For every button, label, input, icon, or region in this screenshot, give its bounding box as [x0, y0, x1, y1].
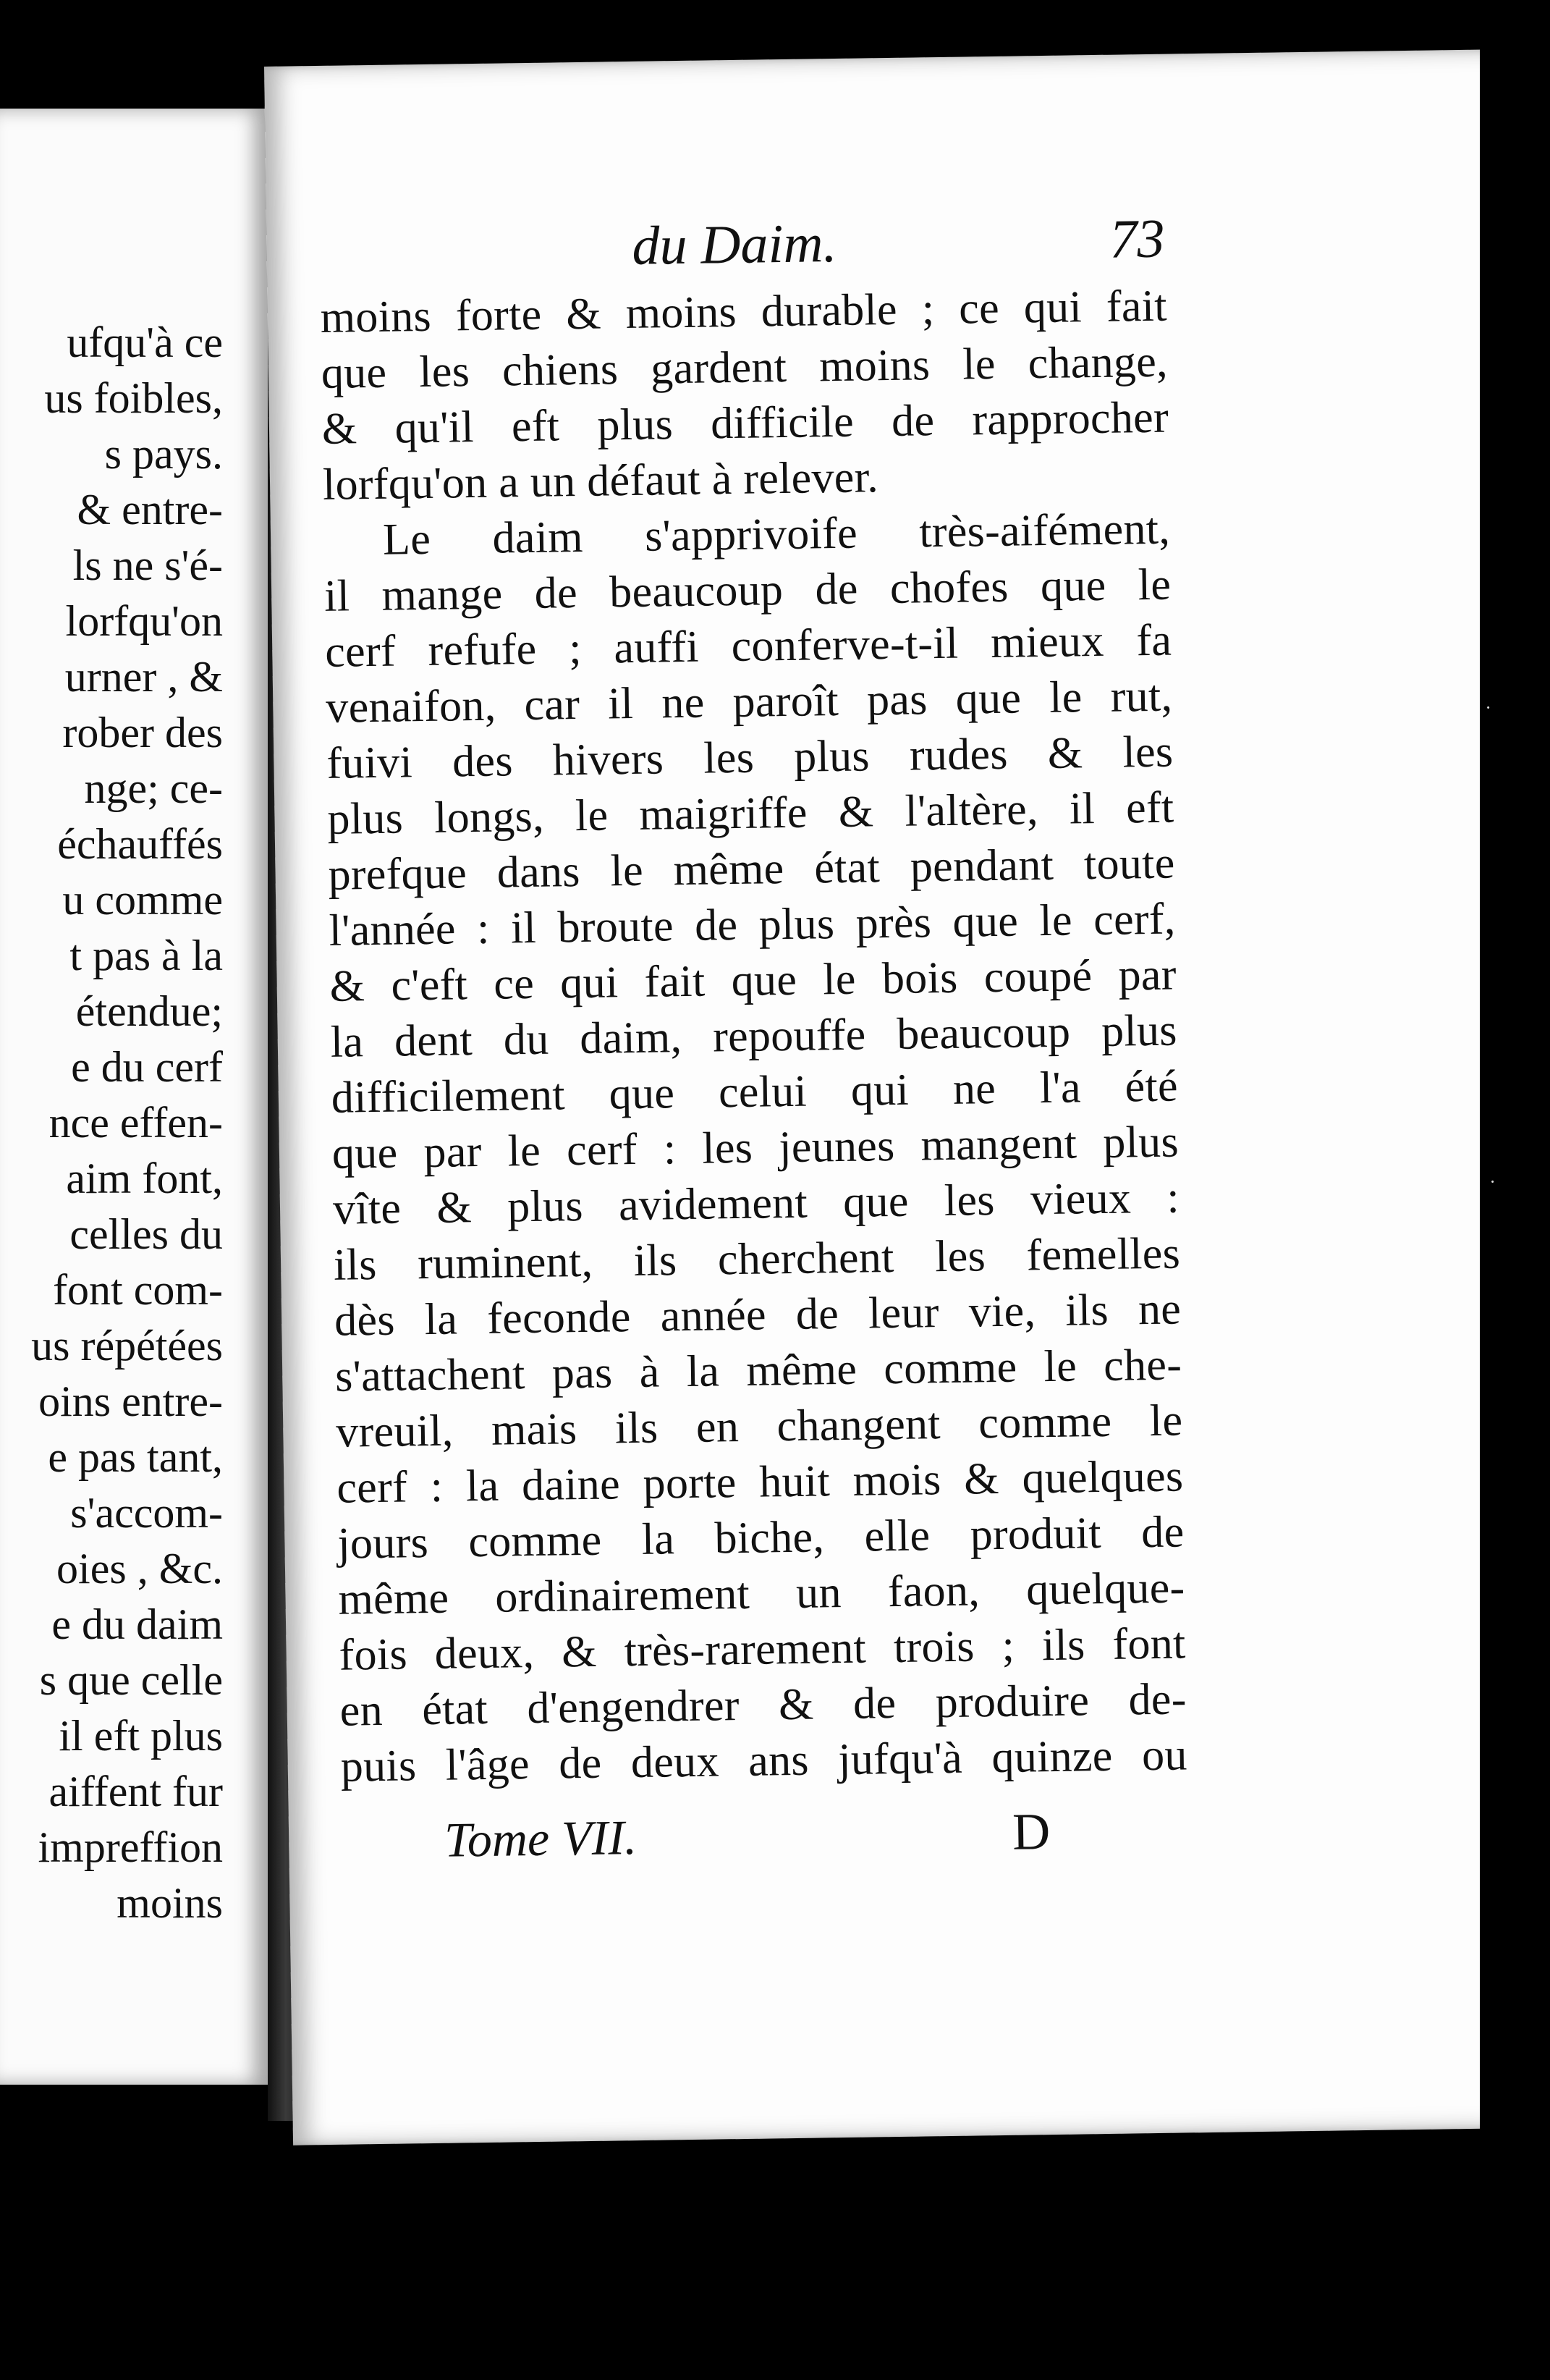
text-line: aim font, — [66, 1155, 223, 1202]
text-line: difficilement que celui qui ne l'a été — [331, 1061, 1179, 1123]
text-line: & c'eft ce qui fait que le bois coupé par — [329, 950, 1177, 1011]
text-line: cerf : la daine porte huit mois & quelques — [336, 1451, 1184, 1513]
text-line: ils ruminent, ils cherchent les femelles — [333, 1228, 1181, 1290]
scan-speck: · — [1486, 697, 1491, 718]
text-line: plus longs, le maigriffe & l'altère, il eft — [327, 782, 1174, 844]
catchword: moins — [117, 1879, 223, 1927]
text-line: u comme — [62, 876, 223, 924]
text-line: vreuil, mais ils en changent comme le — [335, 1396, 1183, 1457]
text-line: en état d'engendrer & de produire de- — [339, 1674, 1187, 1736]
page-footer — [289, 1789, 1527, 1878]
text-line: oins entre- — [38, 1377, 223, 1425]
left-page-text — [31, 315, 223, 1931]
text-line: que les chiens gardent moins le change, — [321, 337, 1169, 398]
text-line: lorfqu'on — [65, 597, 223, 645]
text-line: puis l'âge de deux ans jufqu'à quinze ou — [340, 1730, 1188, 1792]
text-line: l'année : il broute de plus près que le cerf, — [329, 894, 1177, 955]
text-line: fuivi des hivers les plus rudes & les — [326, 727, 1174, 788]
text-line: e pas tant, — [48, 1433, 223, 1481]
text-line: s que celle — [39, 1656, 223, 1704]
text-line: il mange de beaucoup de chofes que le — [323, 560, 1172, 621]
text-line: moins forte & moins durable ; ce qui fait — [320, 281, 1168, 342]
text-line: lorfqu'on a un défaut à relever. — [322, 452, 879, 510]
text-line: & entre- — [77, 486, 223, 533]
text-line: il eft plus — [59, 1712, 223, 1760]
text-line: font com- — [53, 1266, 223, 1314]
text-line: us répétées — [31, 1322, 223, 1370]
right-page — [264, 49, 1538, 2145]
paragraph-start-line: Le daim s'apprivoife très-aifément, — [382, 504, 1171, 565]
text-line: celles du — [69, 1210, 223, 1258]
running-title: du Daim. — [631, 212, 837, 277]
volume-label: Tome VII. — [444, 1810, 638, 1868]
text-line: venaifon, car il ne paroît pas que le rut, — [325, 671, 1173, 733]
text-line: urner , & — [64, 653, 223, 701]
text-line: aiffent fur — [48, 1768, 223, 1815]
text-line: t pas à la — [69, 932, 223, 979]
text-line: e du cerf — [71, 1043, 223, 1091]
text-line: vîte & plus avidement que les vieux : — [332, 1173, 1180, 1234]
running-head — [266, 198, 1504, 287]
left-page — [0, 109, 272, 2085]
text-line: impreffion — [38, 1823, 223, 1871]
text-line: e du daim — [51, 1600, 223, 1648]
scan-edge — [1480, 43, 1550, 2186]
text-line: jours comme la biche, elle produit de — [337, 1507, 1185, 1569]
signature-mark: D — [1012, 1802, 1051, 1861]
text-line: étendue; — [75, 987, 223, 1035]
text-line: que par le cerf : les jeunes mangent plus — [331, 1117, 1180, 1178]
text-line: s'accom- — [70, 1489, 223, 1537]
text-line: la dent du daim, repouffe beaucoup plus — [330, 1005, 1178, 1067]
text-line: dès la feconde année de leur vie, ils ne — [334, 1284, 1182, 1346]
text-line: fois deux, & très-rarement trois ; ils font — [339, 1619, 1187, 1680]
text-line: s pays. — [104, 430, 223, 478]
text-line: prefque dans le même état pendant toute — [328, 838, 1175, 900]
text-line: ufqu'à ce — [67, 318, 223, 366]
page-number: 73 — [1109, 208, 1166, 270]
body-text — [320, 279, 1187, 1795]
text-line: us foibles, — [44, 374, 223, 422]
text-line: cerf refufe ; auffi conferve-t-il mieux fa — [324, 615, 1172, 677]
text-line: rober des — [62, 709, 223, 756]
text-line: même ordinairement un faon, quelque- — [338, 1563, 1185, 1624]
scan-speck: · — [1490, 1171, 1495, 1192]
text-line: s'attachent pas à la même comme le che- — [334, 1340, 1182, 1401]
text-line: nge; ce- — [84, 764, 223, 812]
text-line: nce effen- — [48, 1099, 223, 1147]
text-line: & qu'il eft plus difficile de rapprocher — [321, 392, 1169, 454]
text-line: oies , &c. — [56, 1545, 223, 1592]
text-line: échauffés — [57, 820, 223, 868]
text-line: ls ne s'é- — [72, 541, 223, 589]
